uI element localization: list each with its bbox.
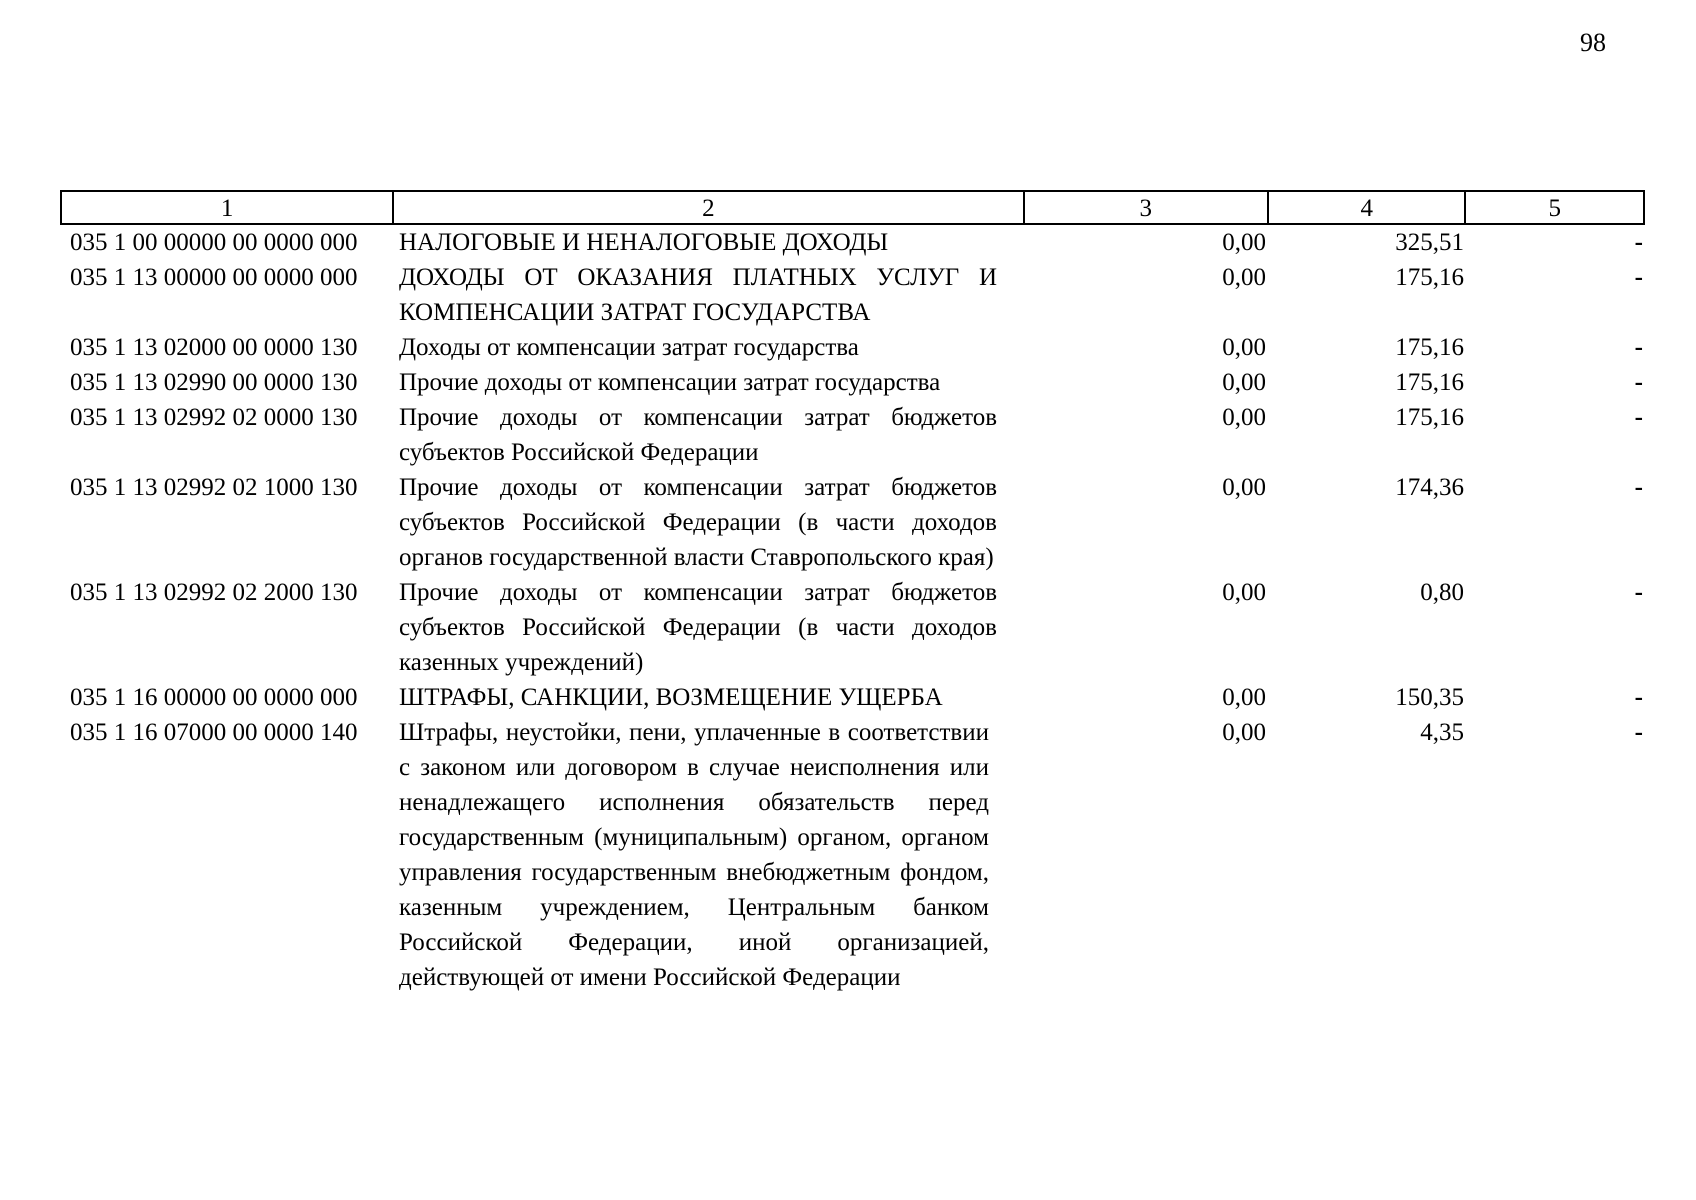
row-name: Прочие доходы от компенсации затрат государства xyxy=(399,369,941,396)
table-header-row xyxy=(60,190,1645,225)
row-col4-value: 175,16 xyxy=(1395,369,1464,396)
row-col5-value: - xyxy=(1634,684,1643,711)
row-col3-value: 0,00 xyxy=(1222,719,1266,746)
row-name: НАЛОГОВЫЕ И НЕНАЛОГОВЫЕ ДОХОДЫ xyxy=(399,229,889,256)
row-col5-value: - xyxy=(1634,229,1643,256)
row-code: 035 1 13 02992 02 2000 130 xyxy=(70,579,358,606)
row-col3-value: 0,00 xyxy=(1222,404,1266,431)
row-code: 035 1 13 02992 02 1000 130 xyxy=(70,474,358,501)
row-name: Доходы от компенсации затрат государства xyxy=(399,334,859,361)
row-name: Прочие доходы от компенсации затрат бюджетов субъектов Российской Федерации (в части доходов казенных учреждений) xyxy=(399,579,997,676)
row-col4-value: 0,80 xyxy=(1420,579,1464,606)
row-col5-value: - xyxy=(1634,579,1643,606)
row-code: 035 1 13 00000 00 0000 000 xyxy=(70,264,358,291)
row-col4-value: 325,51 xyxy=(1395,229,1464,256)
row-col4-value: 175,16 xyxy=(1395,404,1464,431)
row-col4-value: 4,35 xyxy=(1420,719,1464,746)
header-col-4: 4 xyxy=(1269,192,1467,223)
row-col4-value: 175,16 xyxy=(1395,264,1464,291)
row-col5-value: - xyxy=(1634,334,1643,361)
row-col3-value: 0,00 xyxy=(1222,229,1266,256)
table-row xyxy=(60,715,1645,995)
header-col-3: 3 xyxy=(1025,192,1269,223)
row-col4-value: 174,36 xyxy=(1395,474,1464,501)
row-col5-value: - xyxy=(1634,474,1643,501)
table-row xyxy=(60,365,1645,400)
row-col4-value: 175,16 xyxy=(1395,334,1464,361)
row-code: 035 1 16 07000 00 0000 140 xyxy=(70,719,358,746)
table-row xyxy=(60,575,1645,680)
header-col-2: 2 xyxy=(394,192,1024,223)
row-col4-value: 150,35 xyxy=(1395,684,1464,711)
row-name: Прочие доходы от компенсации затрат бюджетов субъектов Российской Федерации (в части доходов органов государственной власти Ставропольского края) xyxy=(399,474,997,571)
row-col3-value: 0,00 xyxy=(1222,684,1266,711)
page-number: 98 xyxy=(1580,28,1606,57)
row-name: ШТРАФЫ, САНКЦИИ, ВОЗМЕЩЕНИЕ УЩЕРБА xyxy=(399,684,943,711)
row-name: Прочие доходы от компенсации затрат бюджетов субъектов Российской Федерации xyxy=(399,404,997,466)
row-code: 035 1 00 00000 00 0000 000 xyxy=(70,229,358,256)
row-col3-value: 0,00 xyxy=(1222,369,1266,396)
table-row xyxy=(60,330,1645,365)
row-col3-value: 0,00 xyxy=(1222,579,1266,606)
header-col-5: 5 xyxy=(1548,195,1561,222)
table-row xyxy=(60,260,1645,330)
row-name: ДОХОДЫ ОТ ОКАЗАНИЯ ПЛАТНЫХ УСЛУГ И КОМПЕНСАЦИИ ЗАТРАТ ГОСУДАРСТВА xyxy=(399,264,997,326)
row-col3-value: 0,00 xyxy=(1222,264,1266,291)
row-code: 035 1 16 00000 00 0000 000 xyxy=(70,684,358,711)
table-row xyxy=(60,225,1645,260)
revenue-table xyxy=(60,190,1645,995)
row-col5-value: - xyxy=(1634,369,1643,396)
row-col3-value: 0,00 xyxy=(1222,474,1266,501)
row-code: 035 1 13 02000 00 0000 130 xyxy=(70,334,358,361)
table-row xyxy=(60,680,1645,715)
row-col5-value: - xyxy=(1634,404,1643,431)
row-col5-value: - xyxy=(1634,264,1643,291)
header-col-1: 1 xyxy=(62,192,394,223)
row-code: 035 1 13 02990 00 0000 130 xyxy=(70,369,358,396)
table-row xyxy=(60,470,1645,575)
row-col5-value: - xyxy=(1634,719,1643,746)
row-name: Штрафы, неустойки, пени, уплаченные в соответствии с законом или договором в случае неисполнения или ненадлежащего исполнения обязательств перед государственным (муниципальным) органом, органом управления государственным внебюджетным фондом, казенным учреждением, Центральным банком Российской Федерации, иной организацией, действующей от имени Российской Федерации xyxy=(399,719,989,991)
table-row xyxy=(60,400,1645,470)
row-code: 035 1 13 02992 02 0000 130 xyxy=(70,404,358,431)
row-col3-value: 0,00 xyxy=(1222,334,1266,361)
